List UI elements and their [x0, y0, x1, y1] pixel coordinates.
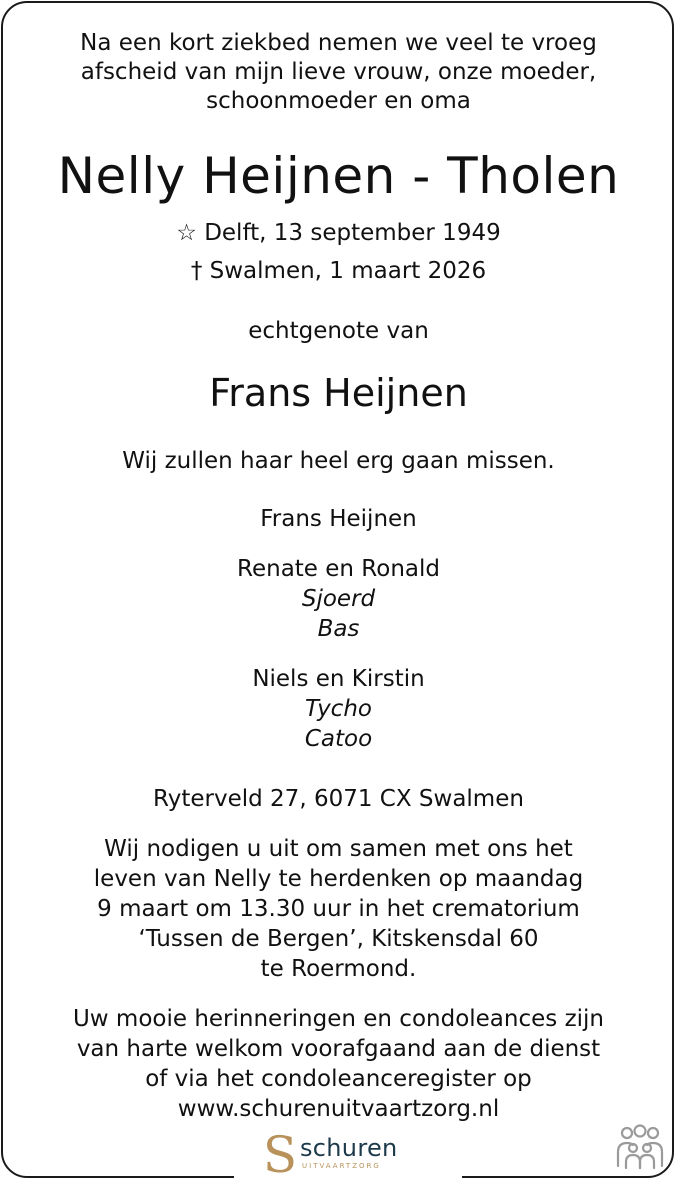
condolence-line-1: Uw mooie herinneringen en condoleances zijn	[72, 1006, 605, 1032]
spouse-name: Frans Heijnen	[209, 371, 468, 415]
intro-line-1: Na een kort ziekbed nemen we veel te vroeg	[80, 30, 597, 56]
family-group-1: Renate en Ronald	[237, 556, 440, 582]
grandchild-3: Tycho	[305, 696, 372, 722]
invitation-line-3: 9 maart om 13.30 uur in het crematorium	[97, 896, 580, 922]
family-group-2: Niels en Kirstin	[252, 666, 425, 692]
family-group-icon	[614, 1124, 666, 1170]
missing-line: Wij zullen haar heel erg gaan missen.	[122, 448, 555, 474]
logo-letter: S	[262, 1126, 298, 1184]
spouse-intro: echtgenote van	[248, 318, 429, 344]
intro-line-3: schoonmoeder en oma	[206, 88, 471, 114]
address: Ryterveld 27, 6071 CX Swalmen	[153, 786, 524, 812]
deceased-name: Nelly Heijnen - Tholen	[57, 147, 620, 205]
family-member-1: Frans Heijnen	[260, 506, 417, 532]
grandchild-1: Sjoerd	[301, 586, 376, 612]
death-info: † Swalmen, 1 maart 2026	[190, 258, 487, 284]
condolence-line-2: van harte welkom voorafgaand aan de dienst	[76, 1036, 601, 1062]
invitation-line-2: leven van Nelly te herdenken op maandag	[93, 866, 584, 892]
intro-line-2: afscheid van mijn lieve vrouw, onze moeder,	[80, 59, 597, 85]
invitation-line-4: ‘Tussen de Bergen’, Kitskensdal 60	[138, 926, 539, 952]
logo-wordmark: schuren	[300, 1134, 398, 1162]
condolence-website: www.schurenuitvaartzorg.nl	[177, 1096, 500, 1122]
schuren-logo	[262, 1126, 422, 1184]
logo-subtitle: UITVAARTZORG	[302, 1162, 381, 1170]
grandchild-2: Bas	[317, 616, 360, 642]
invitation-line-1: Wij nodigen u uit om samen met ons het	[104, 836, 573, 862]
birth-info: ☆ Delft, 13 september 1949	[176, 220, 501, 246]
grandchild-4: Catoo	[304, 726, 373, 752]
invitation-line-5: te Roermond.	[260, 956, 417, 982]
condolence-line-3: of via het condoleanceregister op	[145, 1066, 532, 1092]
